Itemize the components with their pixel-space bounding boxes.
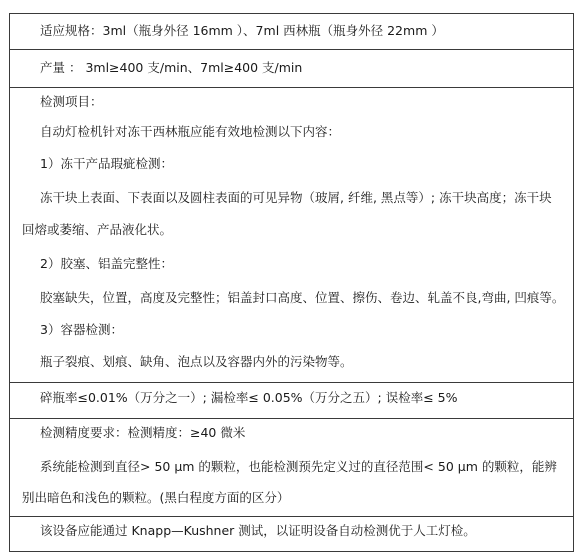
spec-row-rates	[9, 382, 574, 419]
item1-title: 1）冻干产品瑕疵检测：	[40, 156, 173, 171]
spec-row-knapp-test	[9, 516, 574, 552]
spec-row-precision	[9, 418, 574, 517]
item1-line2: 回熔或萎缩、产品液化状。	[22, 222, 173, 237]
precision-line1: 检测精度要求：检测精度：≥40 微米	[40, 425, 246, 440]
item3-line1: 瓶子裂痕、划痕、缺角、泡点以及容器内外的污染物等。	[40, 354, 353, 369]
knapp-test-text: 该设备应能通过 Knapp—Kushner 测试，以证明设备自动检测优于人工灯检。	[40, 523, 476, 538]
output-spec-text: 产量 ： 3ml≥400 支/min、7ml≥400 支/min	[40, 60, 303, 75]
spec-row-output	[9, 49, 574, 88]
rates-text: 碎瓶率≤0.01%（万分之一）; 漏检率≤ 0.05%（万分之五）; 误检率≤ 5%	[40, 390, 458, 405]
item1-line1: 冻干块上表面、下表面以及圆柱表面的可见异物（玻屑, 纤维, 黑点等）; 冻干块高度；冻干块	[40, 190, 552, 205]
item3-title: 3）容器检测：	[40, 322, 123, 337]
spec-row-inspection-items	[9, 87, 574, 383]
item2-title: 2）胶塞、铝盖完整性：	[40, 256, 173, 271]
precision-line2: 系统能检测到直径> 50 μm 的颗粒，也能检测预先定义过的直径范围< 50 μm 的颗粒，能辨	[40, 459, 557, 474]
precision-line3: 别出暗色和浅色的颗粒。(黑白程度方面的区分）	[22, 490, 290, 505]
item2-line1: 胶塞缺失，位置，高度及完整性；铝盖封口高度、位置、擦伤、卷边、轧盖不良,弯曲, 凹痕等。	[40, 290, 565, 305]
size-spec-text: 适应规格：3ml（瓶身外径 16mm ）、7ml 西林瓶（瓶身外径 22mm ）	[40, 23, 444, 38]
inspection-heading: 检测项目：	[40, 94, 103, 109]
inspection-intro: 自动灯检机针对冻干西林瓶应能有效地检测以下内容：	[40, 124, 341, 139]
spec-row-size	[9, 13, 574, 50]
